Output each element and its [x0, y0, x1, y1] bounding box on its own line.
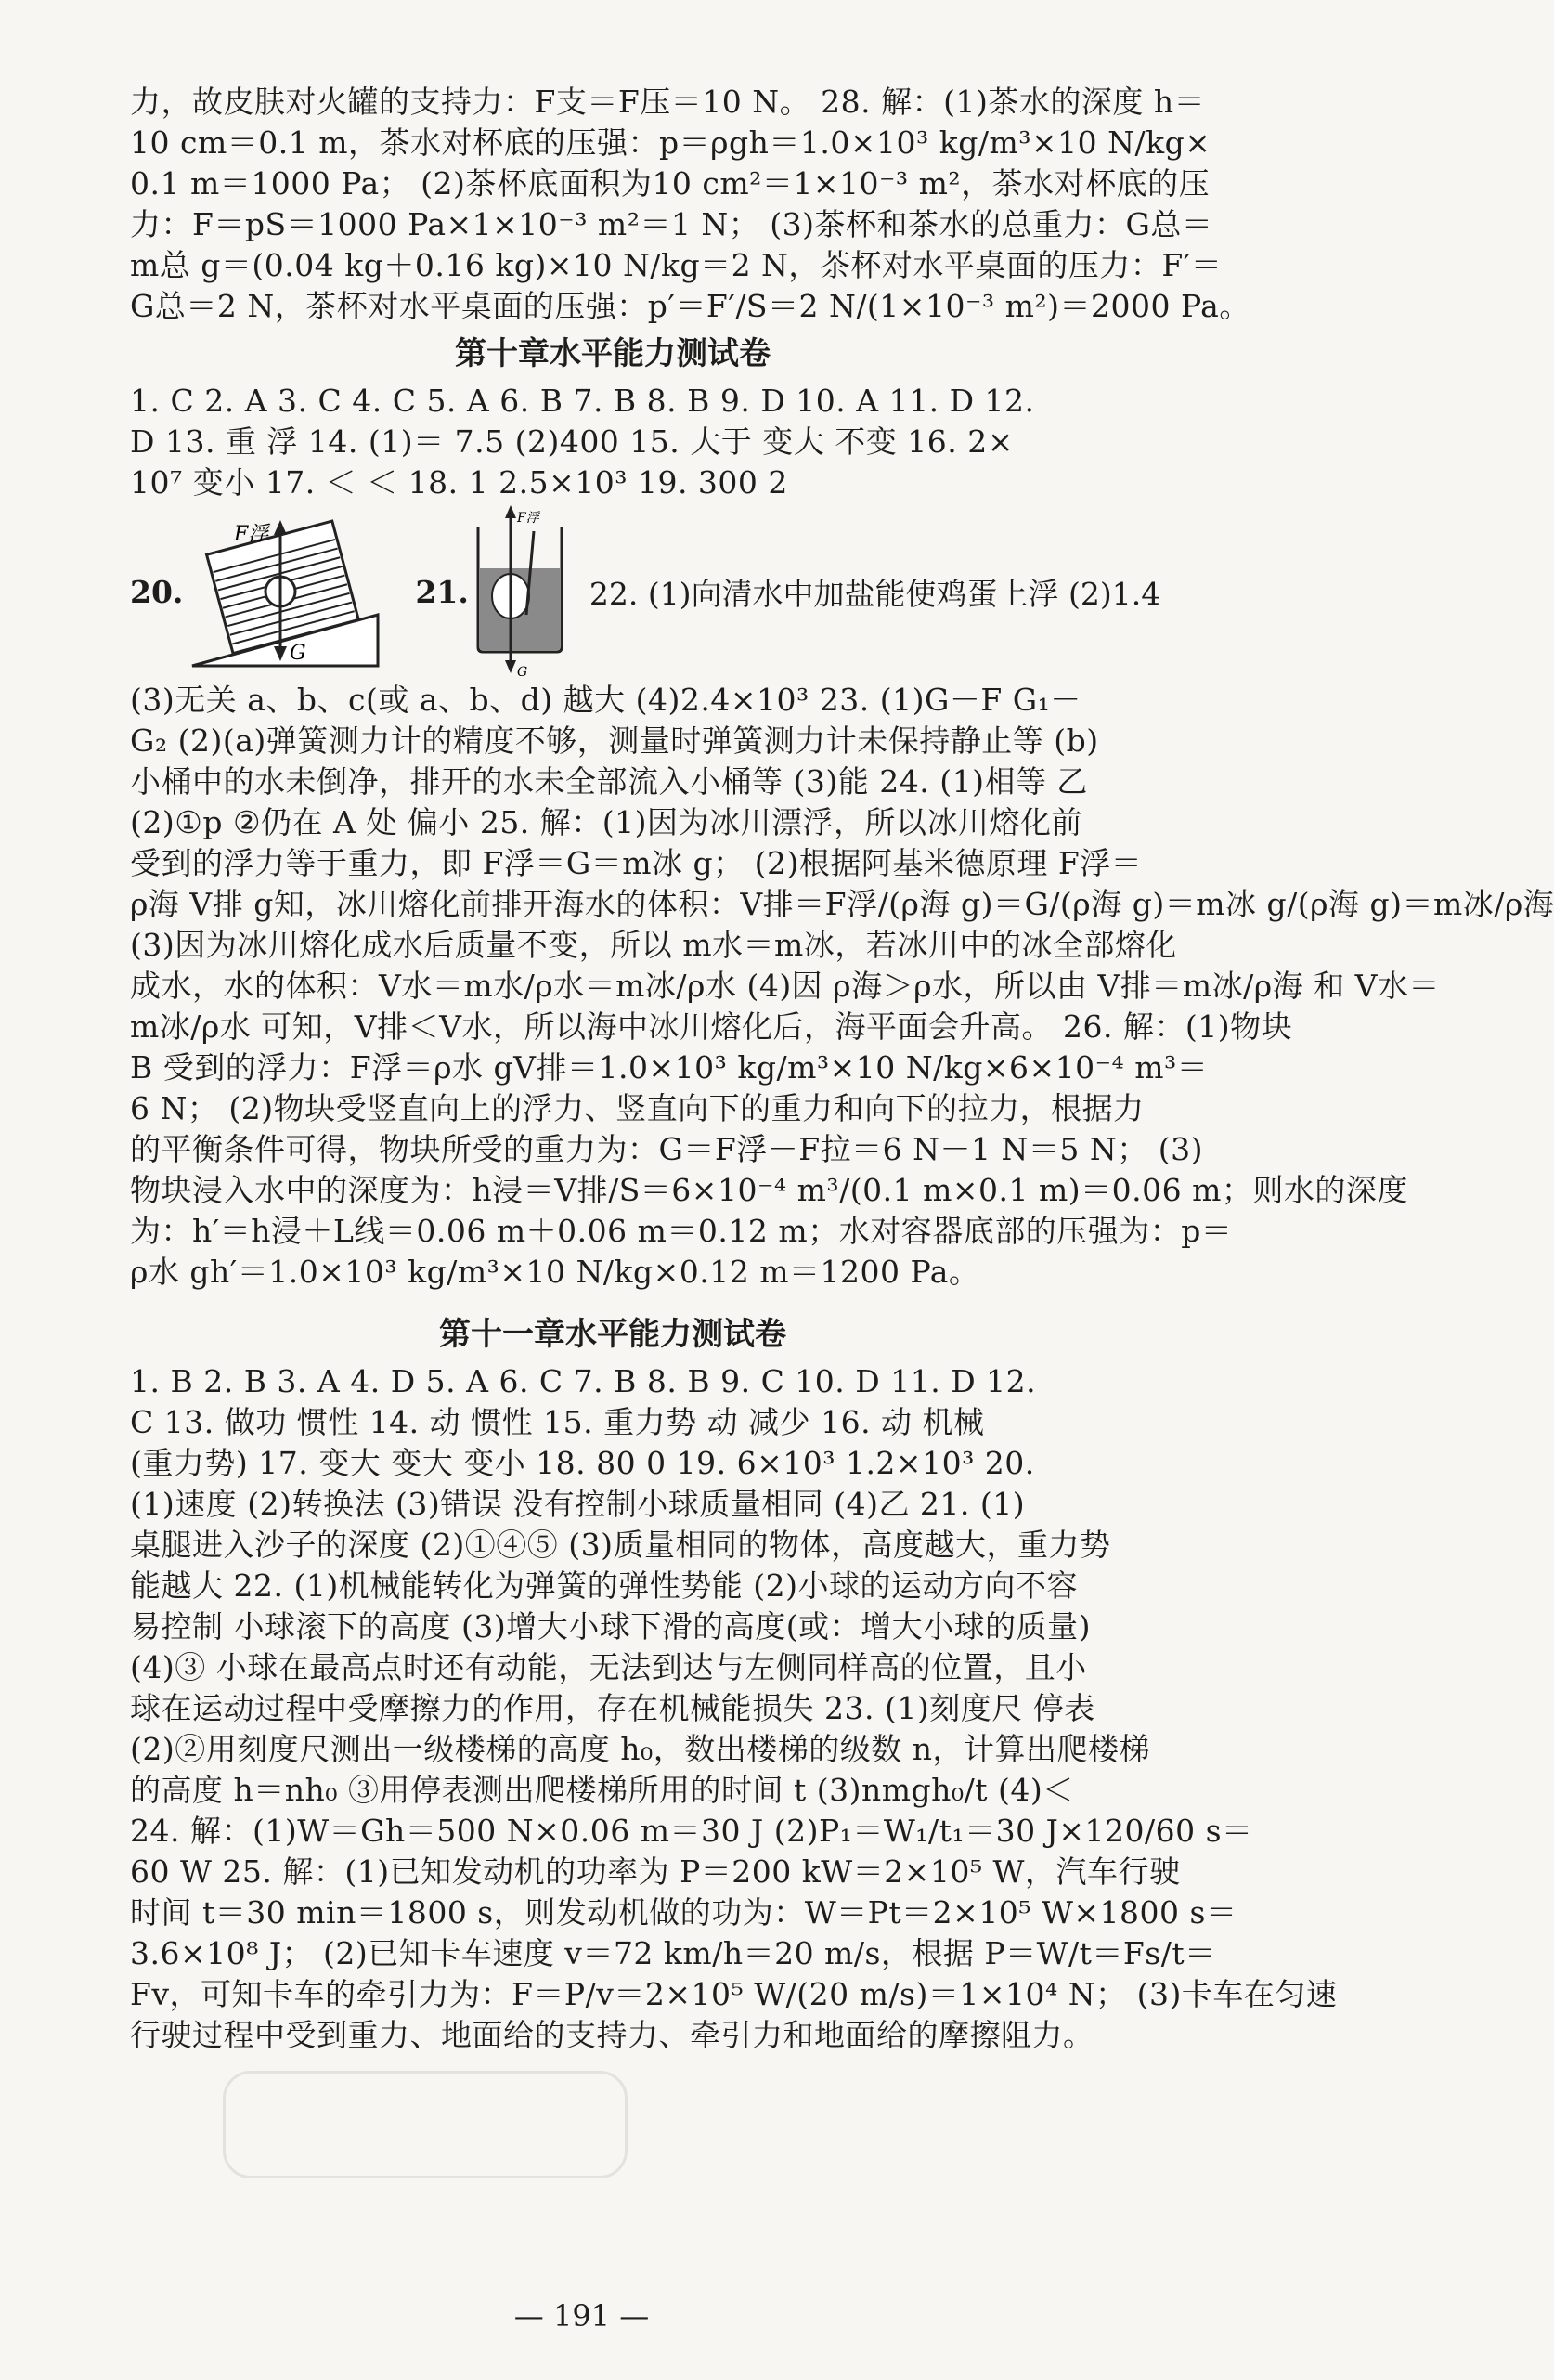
text-line: 0.1 m＝1000 Pa； (2)茶杯底面积为10 cm²＝1×10⁻³ m²，茶水对杯底的压	[130, 165, 1211, 202]
text-line: Fv，可知卡车的牵引力为：F＝P/v＝2×10⁵ W/(20 m/s)＝1×10⁴ N； (3)卡车在匀速	[130, 1976, 1338, 2012]
force-label-gravity: G	[516, 665, 528, 680]
text-line: 1. B 2. B 3. A 4. D 5. A 6. C 7. B 8. B 9. C 10. D 11. D 12.	[130, 1363, 1037, 1399]
answer-page	[130, 82, 1554, 2056]
text-line: 受到的浮力等于重力，即 F浮＝G＝m冰 g； (2)根据阿基米德原理 F浮＝	[130, 845, 1143, 881]
text-line: B 受到的浮力：F浮＝ρ水 gV排＝1.0×10³ kg/m³×10 N/kg×6×10⁻⁴ m³＝	[130, 1049, 1209, 1086]
text-line: 成水，水的体积：V水＝m水/ρ水＝m冰/ρ水 (4)因 ρ海＞ρ水，所以由 V排＝m冰/ρ海 和 V水＝	[130, 968, 1440, 1004]
text-line: 力，故皮肤对火罐的支持力：F支＝F压＝10 N。 28. 解：(1)茶水的深度 h＝	[130, 84, 1206, 120]
buoyancy-incline-figure	[183, 513, 387, 670]
text-line: 时间 t＝30 min＝1800 s，则发动机做的功为：W＝Pt＝2×10⁵ W×1800 s＝	[130, 1894, 1237, 1931]
answer-text: 22. (1)向清水中加盐能使鸡蛋上浮 (2)1.4	[589, 575, 1161, 612]
text-line: 易控制 小球滚下的高度 (3)增大小球下滑的高度(或：增大小球的质量)	[130, 1608, 1091, 1645]
text-line: 10 cm＝0.1 m，茶水对杯底的压强：p＝ρgh＝1.0×10³ kg/m³×10 N/kg×	[130, 124, 1211, 161]
answers-ch10-choices	[130, 381, 1095, 503]
question-number: 21.	[415, 573, 469, 610]
text-line: (1)速度 (2)转换法 (3)错误 没有控制小球质量相同 (4)乙 21. (1)	[130, 1486, 1026, 1522]
figure-row	[130, 503, 1161, 680]
text-line: 物块浸入水中的深度为：h浸＝V排/S＝6×10⁻⁴ m³/(0.1 m×0.1 m)＝0.06 m；则水的深度	[130, 1172, 1408, 1208]
text-line: 能越大 22. (1)机械能转化为弹簧的弹性势能 (2)小球的运动方向不容	[130, 1567, 1078, 1604]
watermark-stamp	[223, 2071, 628, 2178]
force-label-buoyancy: F浮	[516, 511, 539, 526]
text-line: 的高度 h＝nh₀ ③用停表测出爬楼梯所用的时间 t (3)nmgh₀/t (4)＜	[130, 1772, 1074, 1808]
text-line: 24. 解：(1)W＝Gh＝500 N×0.06 m＝30 J (2)P₁＝W₁/t₁＝30 J×120/60 s＝	[130, 1813, 1253, 1849]
egg-beaker-figure	[469, 503, 571, 680]
question-number: 20.	[130, 573, 184, 610]
text-line: 的平衡条件可得，物块所受的重力为：G＝F浮－F拉＝6 N－1 N＝5 N； (3)	[130, 1131, 1203, 1167]
text-line: 桌腿进入沙子的深度 (2)①④⑤ (3)质量相同的物体，高度越大，重力势	[130, 1527, 1111, 1563]
force-label-buoyancy: F浮	[234, 523, 269, 546]
text-line: 60 W 25. 解：(1)已知发动机的功率为 P＝200 kW＝2×10⁵ W，汽车行驶	[130, 1853, 1181, 1890]
answers-ch11	[130, 1361, 1338, 2056]
text-line: (重力势) 17. 变大 变大 变小 18. 80 0 19. 6×10³ 1.2×10³ 20.	[130, 1445, 1035, 1481]
text-line: 1. C 2. A 3. C 4. C 5. A 6. B 7. B 8. B 9. D 10. A 11. D 12.	[130, 383, 1035, 419]
text-line: 球在运动过程中受摩擦力的作用，存在机械能损失 23. (1)刻度尺 停表	[130, 1690, 1095, 1726]
text-line: 行驶过程中受到重力、地面给的支持力、牵引力和地面给的摩擦阻力。	[130, 2017, 1094, 2053]
text-line: (4)③ 小球在最高点时还有动能，无法到达与左侧同样高的位置，且小	[130, 1649, 1087, 1685]
text-line: ρ海 V排 g知，冰川熔化前排开海水的体积：V排＝F浮/(ρ海 g)＝G/(ρ海 g)＝m冰 g/(ρ海 g)＝m冰/ρ海	[130, 886, 1554, 922]
text-line: G总＝2 N，茶杯对水平桌面的压强：p′＝F′/S＝2 N/(1×10⁻³ m²)＝2000 Pa。	[130, 288, 1250, 324]
force-label-gravity: G	[290, 642, 306, 665]
page-number: — 191 —	[513, 2298, 650, 2334]
text-line: 为：h′＝h浸＋L线＝0.06 m＋0.06 m＝0.12 m；水对容器底部的压强为：p＝	[130, 1213, 1233, 1249]
text-line: 6 N； (2)物块受竖直向上的浮力、竖直向下的重力和向下的拉力，根据力	[130, 1090, 1145, 1126]
text-line: 10⁷ 变小 17. ＜ ＜ 18. 1 2.5×10³ 19. 300 2	[130, 464, 788, 501]
text-line: (2)①p ②仍在 A 处 偏小 25. 解：(1)因为冰川漂浮，所以冰川熔化前	[130, 804, 1083, 840]
answers-ch9-tail	[130, 82, 1250, 327]
text-line: m总 g＝(0.04 kg＋0.16 kg)×10 N/kg＝2 N，茶杯对水平桌面的压力：F′＝	[130, 247, 1223, 283]
text-line: m冰/ρ水 可知，V排＜V水，所以海中冰川熔化后，海平面会升高。 26. 解：(1)物块	[130, 1008, 1293, 1045]
text-line: G₂ (2)(a)弹簧测力计的精度不够，测量时弹簧测力计未保持静止等 (b)	[130, 722, 1099, 759]
text-line: 3.6×10⁸ J； (2)已知卡车速度 v＝72 km/h＝20 m/s，根据 P＝W/t＝Fs/t＝	[130, 1935, 1216, 1971]
text-line: (2)②用刻度尺测出一级楼梯的高度 h₀，数出楼梯的级数 n，计算出爬楼梯	[130, 1731, 1150, 1767]
text-line: 小桶中的水未倒净，排开的水未全部流入小桶等 (3)能 24. (1)相等 乙	[130, 763, 1088, 800]
text-line: ρ水 gh′＝1.0×10³ kg/m³×10 N/kg×0.12 m＝1200 Pa。	[130, 1254, 980, 1290]
text-line: C 13. 做功 惯性 14. 动 惯性 15. 重力势 动 减少 16. 动 机械	[130, 1404, 985, 1440]
section-heading-ch10: 第十章水平能力测试卷	[455, 335, 771, 372]
text-line: (3)无关 a、b、c(或 a、b、d) 越大 (4)2.4×10³ 23. (1)G－F G₁－	[130, 682, 1081, 718]
answers-ch10-rest	[130, 680, 1554, 1293]
text-line: D 13. 重 浮 14. (1)＝ 7.5 (2)400 15. 大于 变大 不变 16. 2×	[130, 423, 1014, 460]
section-heading-ch11: 第十一章水平能力测试卷	[439, 1316, 786, 1353]
text-line: 力：F＝pS＝1000 Pa×1×10⁻³ m²＝1 N； (3)茶杯和茶水的总重力：G总＝	[130, 206, 1213, 242]
text-line: (3)因为冰川熔化成水后质量不变，所以 m水＝m冰，若冰川中的冰全部熔化	[130, 927, 1177, 963]
